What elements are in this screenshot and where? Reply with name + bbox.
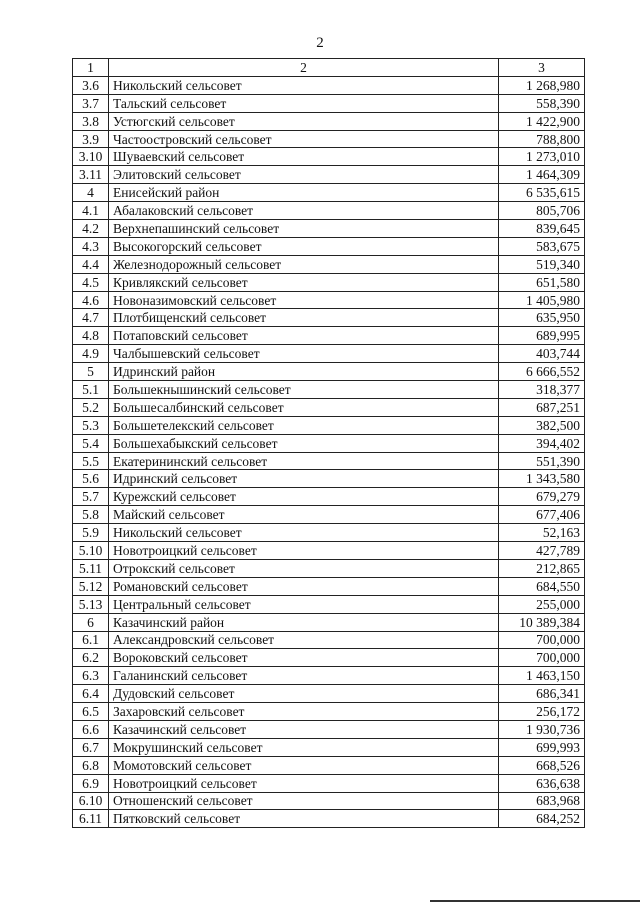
row-number-cell: 5: [73, 363, 109, 381]
row-amount-cell: 52,163: [499, 524, 585, 542]
row-name-cell: Большесалбинский сельсовет: [109, 398, 499, 416]
row-amount-cell: 687,251: [499, 398, 585, 416]
row-number-cell: 3.11: [73, 166, 109, 184]
row-name-cell: Устюгский сельсовет: [109, 112, 499, 130]
table-row: [73, 434, 585, 452]
column-header-amount: 3: [499, 59, 585, 77]
table-row: [73, 756, 585, 774]
row-amount-cell: 1 405,980: [499, 291, 585, 309]
row-number-cell: 3.9: [73, 130, 109, 148]
row-name-cell: Мокрушинский сельсовет: [109, 738, 499, 756]
row-number-cell: 3.8: [73, 112, 109, 130]
row-number-cell: 4: [73, 184, 109, 202]
row-amount-cell: 683,968: [499, 792, 585, 810]
page-number: 2: [316, 35, 324, 51]
row-amount-cell: 839,645: [499, 220, 585, 238]
table-row: [73, 810, 585, 828]
row-name-cell: Железнодорожный сельсовет: [109, 255, 499, 273]
table-row: [73, 738, 585, 756]
row-amount-cell: 212,865: [499, 559, 585, 577]
row-number-cell: 6.2: [73, 649, 109, 667]
table-row: [73, 542, 585, 560]
row-amount-cell: 1 422,900: [499, 112, 585, 130]
row-name-cell: Курежский сельсовет: [109, 488, 499, 506]
table-row: [73, 255, 585, 273]
table-row: [73, 488, 585, 506]
row-number-cell: 4.9: [73, 345, 109, 363]
table-row: [73, 667, 585, 685]
row-name-cell: Отрокский сельсовет: [109, 559, 499, 577]
table-row: [73, 613, 585, 631]
table-row: [73, 720, 585, 738]
table-row: [73, 506, 585, 524]
row-amount-cell: 684,550: [499, 577, 585, 595]
row-number-cell: 3.10: [73, 148, 109, 166]
table-row: [73, 416, 585, 434]
row-name-cell: Галанинский сельсовет: [109, 667, 499, 685]
column-header-number: 1: [73, 59, 109, 77]
table-row: [73, 577, 585, 595]
row-name-cell: Чалбышевский сельсовет: [109, 345, 499, 363]
row-amount-cell: 689,995: [499, 327, 585, 345]
row-number-cell: 5.5: [73, 452, 109, 470]
row-number-cell: 6.5: [73, 703, 109, 721]
table-body: [73, 59, 585, 828]
row-number-cell: 4.3: [73, 237, 109, 255]
row-amount-cell: 686,341: [499, 685, 585, 703]
row-amount-cell: 403,744: [499, 345, 585, 363]
row-name-cell: Потаповский сельсовет: [109, 327, 499, 345]
row-name-cell: Енисейский район: [109, 184, 499, 202]
row-name-cell: Кривлякский сельсовет: [109, 273, 499, 291]
row-name-cell: Дудовский сельсовет: [109, 685, 499, 703]
row-number-cell: 6.9: [73, 774, 109, 792]
row-amount-cell: 805,706: [499, 202, 585, 220]
row-number-cell: 6.8: [73, 756, 109, 774]
row-number-cell: 6.1: [73, 631, 109, 649]
table-row: [73, 202, 585, 220]
row-name-cell: Идринский сельсовет: [109, 470, 499, 488]
row-name-cell: Казачинский район: [109, 613, 499, 631]
row-name-cell: Верхнепашинский сельсовет: [109, 220, 499, 238]
row-name-cell: Тальский сельсовет: [109, 94, 499, 112]
row-number-cell: 6.6: [73, 720, 109, 738]
row-name-cell: Абалаковский сельсовет: [109, 202, 499, 220]
row-amount-cell: 635,950: [499, 309, 585, 327]
row-amount-cell: 651,580: [499, 273, 585, 291]
row-amount-cell: 699,993: [499, 738, 585, 756]
table-row: [73, 381, 585, 399]
row-amount-cell: 256,172: [499, 703, 585, 721]
row-number-cell: 5.13: [73, 595, 109, 613]
table-row: [73, 166, 585, 184]
row-name-cell: Казачинский сельсовет: [109, 720, 499, 738]
row-name-cell: Никольский сельсовет: [109, 524, 499, 542]
column-header-name: 2: [109, 59, 499, 77]
row-name-cell: Майский сельсовет: [109, 506, 499, 524]
table-row: [73, 130, 585, 148]
table-row: [73, 291, 585, 309]
row-number-cell: 5.6: [73, 470, 109, 488]
table-row: [73, 649, 585, 667]
row-name-cell: Частоостровский сельсовет: [109, 130, 499, 148]
row-name-cell: Александровский сельсовет: [109, 631, 499, 649]
table-row: [73, 220, 585, 238]
row-amount-cell: 318,377: [499, 381, 585, 399]
row-number-cell: 4.4: [73, 255, 109, 273]
row-amount-cell: 700,000: [499, 649, 585, 667]
row-name-cell: Большекнышинский сельсовет: [109, 381, 499, 399]
row-amount-cell: 788,800: [499, 130, 585, 148]
row-number-cell: 3.7: [73, 94, 109, 112]
row-amount-cell: 6 666,552: [499, 363, 585, 381]
budget-allocation-table: [72, 58, 585, 828]
row-amount-cell: 519,340: [499, 255, 585, 273]
table-row: [73, 94, 585, 112]
row-number-cell: 4.2: [73, 220, 109, 238]
table-row: [73, 398, 585, 416]
row-amount-cell: 551,390: [499, 452, 585, 470]
row-name-cell: Большетелекский сельсовет: [109, 416, 499, 434]
row-amount-cell: 1 463,150: [499, 667, 585, 685]
row-name-cell: Романовский сельсовет: [109, 577, 499, 595]
row-number-cell: 5.3: [73, 416, 109, 434]
row-number-cell: 6: [73, 613, 109, 631]
table-row: [73, 703, 585, 721]
row-number-cell: 5.7: [73, 488, 109, 506]
row-amount-cell: 255,000: [499, 595, 585, 613]
table-row: [73, 559, 585, 577]
row-name-cell: Шуваевский сельсовет: [109, 148, 499, 166]
row-name-cell: Вороковский сельсовет: [109, 649, 499, 667]
row-name-cell: Пятковский сельсовет: [109, 810, 499, 828]
row-number-cell: 5.10: [73, 542, 109, 560]
table-row: [73, 327, 585, 345]
row-number-cell: 4.7: [73, 309, 109, 327]
row-number-cell: 4.8: [73, 327, 109, 345]
table-row: [73, 631, 585, 649]
row-number-cell: 6.10: [73, 792, 109, 810]
table-row: [73, 76, 585, 94]
table-row: [73, 273, 585, 291]
row-amount-cell: 1 273,010: [499, 148, 585, 166]
table-row: [73, 595, 585, 613]
row-number-cell: 3.6: [73, 76, 109, 94]
row-name-cell: Отношенский сельсовет: [109, 792, 499, 810]
row-number-cell: 5.9: [73, 524, 109, 542]
table-row: [73, 774, 585, 792]
row-name-cell: Плотбищенский сельсовет: [109, 309, 499, 327]
row-name-cell: Новотроицкий сельсовет: [109, 774, 499, 792]
row-number-cell: 4.6: [73, 291, 109, 309]
row-number-cell: 5.8: [73, 506, 109, 524]
table-row: [73, 184, 585, 202]
row-name-cell: Екатерининский сельсовет: [109, 452, 499, 470]
table-row: [73, 792, 585, 810]
row-name-cell: Захаровский сельсовет: [109, 703, 499, 721]
row-amount-cell: 1 268,980: [499, 76, 585, 94]
row-number-cell: 5.2: [73, 398, 109, 416]
table-row: [73, 685, 585, 703]
table-row: [73, 148, 585, 166]
row-name-cell: Центральный сельсовет: [109, 595, 499, 613]
table-header-row: [73, 59, 585, 77]
row-name-cell: Идринский район: [109, 363, 499, 381]
row-name-cell: Никольский сельсовет: [109, 76, 499, 94]
row-amount-cell: 677,406: [499, 506, 585, 524]
row-amount-cell: 1 464,309: [499, 166, 585, 184]
row-number-cell: 5.4: [73, 434, 109, 452]
row-number-cell: 4.1: [73, 202, 109, 220]
row-number-cell: 5.12: [73, 577, 109, 595]
row-number-cell: 6.7: [73, 738, 109, 756]
row-amount-cell: 700,000: [499, 631, 585, 649]
table-row: [73, 470, 585, 488]
row-number-cell: 5.11: [73, 559, 109, 577]
row-number-cell: 6.3: [73, 667, 109, 685]
row-amount-cell: 558,390: [499, 94, 585, 112]
row-amount-cell: 636,638: [499, 774, 585, 792]
row-amount-cell: 6 535,615: [499, 184, 585, 202]
row-name-cell: Высокогорский сельсовет: [109, 237, 499, 255]
row-name-cell: Элитовский сельсовет: [109, 166, 499, 184]
table-row: [73, 452, 585, 470]
row-amount-cell: 427,789: [499, 542, 585, 560]
row-amount-cell: 668,526: [499, 756, 585, 774]
row-name-cell: Новоназимовский сельсовет: [109, 291, 499, 309]
row-name-cell: Момотовский сельсовет: [109, 756, 499, 774]
row-amount-cell: 394,402: [499, 434, 585, 452]
row-amount-cell: 583,675: [499, 237, 585, 255]
row-amount-cell: 1 930,736: [499, 720, 585, 738]
table-row: [73, 309, 585, 327]
table-row: [73, 237, 585, 255]
row-amount-cell: 10 389,384: [499, 613, 585, 631]
scan-edge-line: [430, 900, 640, 902]
row-amount-cell: 382,500: [499, 416, 585, 434]
row-name-cell: Новотроицкий сельсовет: [109, 542, 499, 560]
row-number-cell: 6.11: [73, 810, 109, 828]
row-number-cell: 4.5: [73, 273, 109, 291]
row-amount-cell: 1 343,580: [499, 470, 585, 488]
table-row: [73, 345, 585, 363]
table-row: [73, 363, 585, 381]
table-row: [73, 524, 585, 542]
row-amount-cell: 679,279: [499, 488, 585, 506]
row-number-cell: 5.1: [73, 381, 109, 399]
row-amount-cell: 684,252: [499, 810, 585, 828]
row-name-cell: Большехабыкский сельсовет: [109, 434, 499, 452]
table-row: [73, 112, 585, 130]
row-number-cell: 6.4: [73, 685, 109, 703]
